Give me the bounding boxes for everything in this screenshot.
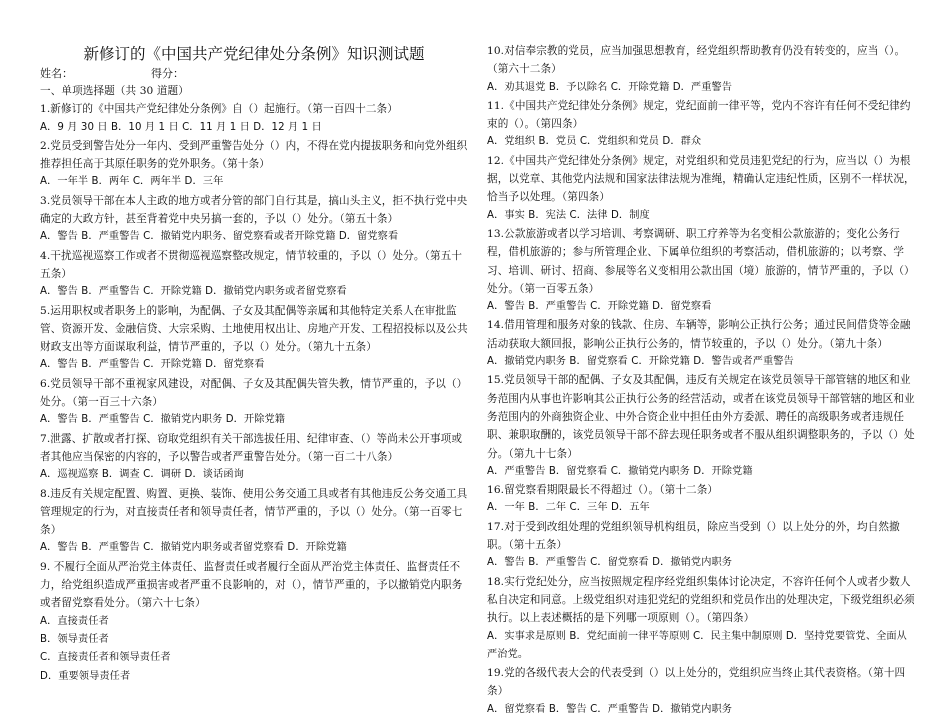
answer-options: A．直接责任者 (40, 615, 109, 627)
question-text: 10.对信奉宗教的党员，应当加强思想教育，经党组织帮助教育仍没有转变的，应当（）。（第六十二条） (487, 45, 906, 76)
question-text: 19.党的各级代表大会的代表受到（）以上处分的，党组织应当终止其代表资格。（第十四条） (487, 667, 906, 698)
answer-options: A．警告 B．严重警告 C．留党察看 D．撤销党内职务 (487, 557, 733, 569)
answer-options: A．事实 B．宪法 C．法律 D．制度 (487, 209, 650, 221)
question-text: 4.干扰巡视巡察工作或者不贯彻巡视巡察整改规定，情节较重的，予以（）处分。（第五十五条） (40, 249, 463, 280)
answer-options: A．警告 B．严重警告 C．开除党籍 D．留党察看 (40, 359, 265, 371)
question-text: 15.党员领导干部的配偶、子女及其配偶，违反有关规定在该党员领导干部管辖的地区和业务范围内从事也许影响其公正执行公务的经营活动，或者在该党员领导干部管辖的地区和业务范围内的外商独资企业、中外合资企业中担任由外方委派、聘任的高级职务或者违规任职、兼职取酬的，该党员领导干部不辞去现任职务或者不服从组织调整职务的，予以（）处分。（第九十七条） (487, 374, 915, 460)
answer-options: A．巡视巡察 B．调查 C．调研 D．谈话函询 (40, 469, 244, 481)
question-text: 12.《中国共产党纪律处分条例》规定，对党组织和党员违犯党纪的行为，应当以（）为根据，以党章、其他党内法规和国家法律法规为准绳，精确认定违纪性质，区别不一样状况，恰当予以处理。（第四条） (487, 154, 915, 204)
question-text: 14.借用管理和服务对象的钱款、住房、车辆等，影响公正执行公务；通过民间借贷等金融活动获取大额回报，影响公正执行公务的，情节较重的，予以（）处分。（第九十条） (487, 319, 911, 350)
left-column (40, 82, 468, 686)
question-text: 6.党员领导干部不重视家风建设，对配偶、子女及其配偶失管失教，情节严重的，予以（）处分。（第一百三十六条） (40, 377, 468, 409)
question-text: 13.公款旅游或者以学习培训、考察调研、职工疗养等为名变相公款旅游的；变化公务行程，借机旅游的；参与所管理企业、下属单位组织的考察活动，借机旅游的；以考察、学习、培训、研讨、招商、参展等名义变相用公款出国（境）旅游的，情节严重的，予以（）处分。（第一百零五条） (487, 227, 915, 295)
answer-options: A．留党察看 B．警告 C．严重警告 D．撤销党内职务 (487, 703, 733, 715)
answer-options: B．领导责任者 (40, 633, 109, 645)
name-label: 姓名： (40, 67, 73, 80)
answer-options: A．警告 B．严重警告 C．开除党籍 D．留党察看 (487, 301, 712, 313)
document-title: 新修订的《中国共产党纪律处分条例》知识测试题 (83, 45, 425, 63)
question-text: 2.党员受到警告处分一年内、受到严重警告处分（）内，不得在党内提拔职务和向党外组织推荐担任高于其原任职务的党外职务。（第十条） (40, 139, 468, 171)
question-text: 18.实行党纪处分，应当按照规定程序经党组织集体讨论决定，不容许任何个人或者少数人私自决定和同意。上级党组织对违犯党纪的党组织和党员作出的处理决定，下级党组织必须执行。以上表述概括的是下列哪一项原则（）。（第四条） (487, 575, 915, 625)
answer-options: A．警告 B．严重警告 C．撤销党内职务 D．开除党籍 (40, 414, 286, 426)
question-text: 17.对于受到改组处理的党组织领导机构组员，除应当受到（）以上处分的外，均自然撤职。（第十五条） (487, 520, 900, 552)
answer-options: A．严重警告 B．留党察看 C．撤销党内职务 D．开除党籍 (487, 465, 753, 477)
score-label: 得分： (151, 67, 184, 80)
question-text: 11.《中国共产党纪律处分条例》规定，党纪面前一律平等，党内不容许有任何不受纪律约束的（）。（第四条） (487, 99, 911, 131)
question-text: 1.新修订的《中国共产党纪律处分条例》自（）起施行。（第一百四十二条） (40, 103, 398, 116)
answer-options: A．党组织 B．党员 C．党组织和党员 D．群众 (487, 136, 702, 148)
section-heading: 一、单项选择题（共 30 道题） (40, 85, 189, 97)
answer-options: A．警告 B．严重警告 C．撤销党内职务、留党察看或者开除党籍 D．留党察看 (40, 231, 399, 243)
right-column (487, 42, 917, 719)
answer-options: A．劝其退党 B．予以除名 C．开除党籍 D．严重警告 (487, 81, 733, 93)
answer-options: D．重要领导责任者 (40, 670, 131, 682)
question-text: 16.留党察看期限最长不得超过（）。（第十二条） (487, 484, 719, 497)
question-text: 8.违反有关规定配置、购置、更换、装饰、使用公务交通工具或者有其他违反公务交通工具管理规定的行为，对直接责任者和领导责任者，情节严重的，予以（）处分。（第一百零七条） (40, 487, 468, 537)
name-score-line (40, 66, 184, 82)
answer-options: A．警告 B．严重警告 C．开除党籍 D．撤销党内职务或者留党察看 (40, 286, 347, 298)
answer-options: A．9 月 30 日 B．10 月 1 日 C．11 月 1 日 D．12 月 1 日 (40, 121, 322, 133)
question-text: 9. 不履行全面从严治党主体责任、监督责任或者履行全面从严治党主体责任、监督责任不力，给党组织造成严重损害或者严重不良影响的，对（），情节严重的，予以撤销党内职务或者留党察看处分。（第六十七条） (40, 560, 463, 610)
answer-options: A．一年 B．二年 C．三年 D．五年 (487, 502, 650, 514)
answer-options: A．警告 B．严重警告 C．撤销党内职务或者留党察看 D．开除党籍 (40, 542, 347, 554)
answer-options: A．一年半 B．两年 C．两年半 D．三年 (40, 176, 224, 188)
question-text: 5.运用职权或者职务上的影响，为配偶、子女及其配偶等亲属和其他特定关系人在审批监管、资源开发、金融信贷、大宗采购、土地使用权出让、房地产开发、工程招投标以及公共财政支出等方面谋取利益，情节严重的，予以（）处分。（第九十五条） (40, 304, 468, 354)
question-text: 7.泄露、扩散或者打探、窃取党组织有关干部选拔任用、纪律审查、（）等尚未公开事项或者其他应当保密的内容的，予以警告或者严重警告处分。（第一百二十八条） (40, 432, 463, 463)
answer-options: A．实事求是原则 B．党纪面前一律平等原则 C．民主集中制原则 D．坚持党要管党、全面从严治党。 (487, 630, 907, 660)
answer-options: C．直接责任者和领导责任者 (40, 652, 171, 664)
answer-options: A．撤销党内职务 B．留党察看 C．开除党籍 D．警告或者严重警告 (487, 356, 794, 368)
question-text: 3.党员领导干部在本人主政的地方或者分管的部门自行其是，搞山头主义，拒不执行党中央确定的大政方针，甚至背着党中央另搞一套的，予以（）处分。（第五十条） (40, 194, 468, 226)
